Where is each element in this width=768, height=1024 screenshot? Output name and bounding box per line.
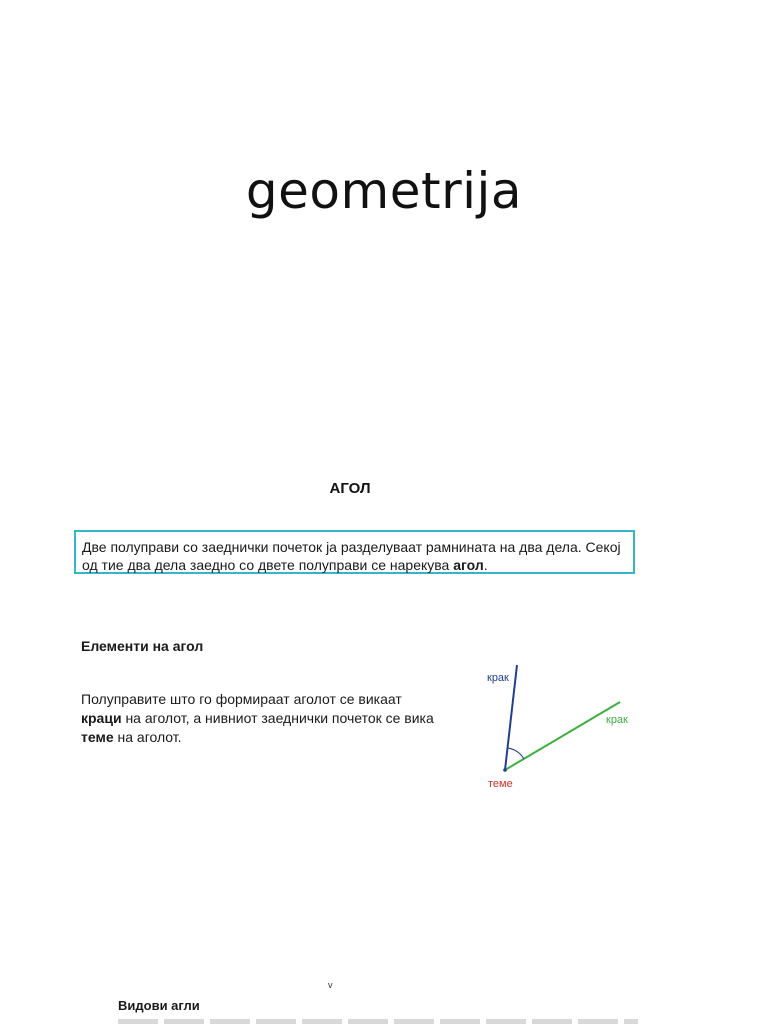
definition-term: агол <box>453 557 484 573</box>
elements-heading: Елементи на агол <box>81 638 204 654</box>
page-title: geometrija <box>245 162 523 220</box>
elements-term-arms: краци <box>81 710 122 726</box>
definition-text: Две полуправи со заеднички почеток ја разделуваат рамнината на два дела. Секој од тие два дела заедно со двете полуправи се нарекува <box>82 539 621 573</box>
vertex-point <box>503 768 507 772</box>
elements-text-part3: на аголот. <box>113 729 182 745</box>
types-heading: Видови агли <box>118 998 200 1013</box>
elements-text-part1: Полуправите што го формираат аголот се викаат <box>81 691 402 707</box>
definition-box <box>74 530 635 574</box>
cut-off-text-line <box>118 1019 638 1024</box>
arm-right-line <box>505 702 620 770</box>
page-mark: v <box>328 980 333 990</box>
label-vertex: теме <box>488 778 513 790</box>
definition-end: . <box>483 557 488 573</box>
elements-text-part2: на аголот, а нивниот заеднички почеток се вика <box>121 710 434 726</box>
elements-term-vertex: теме <box>81 729 114 745</box>
elements-text <box>81 690 441 747</box>
angle-arc <box>508 748 525 759</box>
label-arm-right: крак <box>606 714 628 726</box>
section-heading: АГОЛ <box>329 480 371 497</box>
label-arm-top: крак <box>487 672 509 684</box>
angle-diagram <box>470 660 660 800</box>
